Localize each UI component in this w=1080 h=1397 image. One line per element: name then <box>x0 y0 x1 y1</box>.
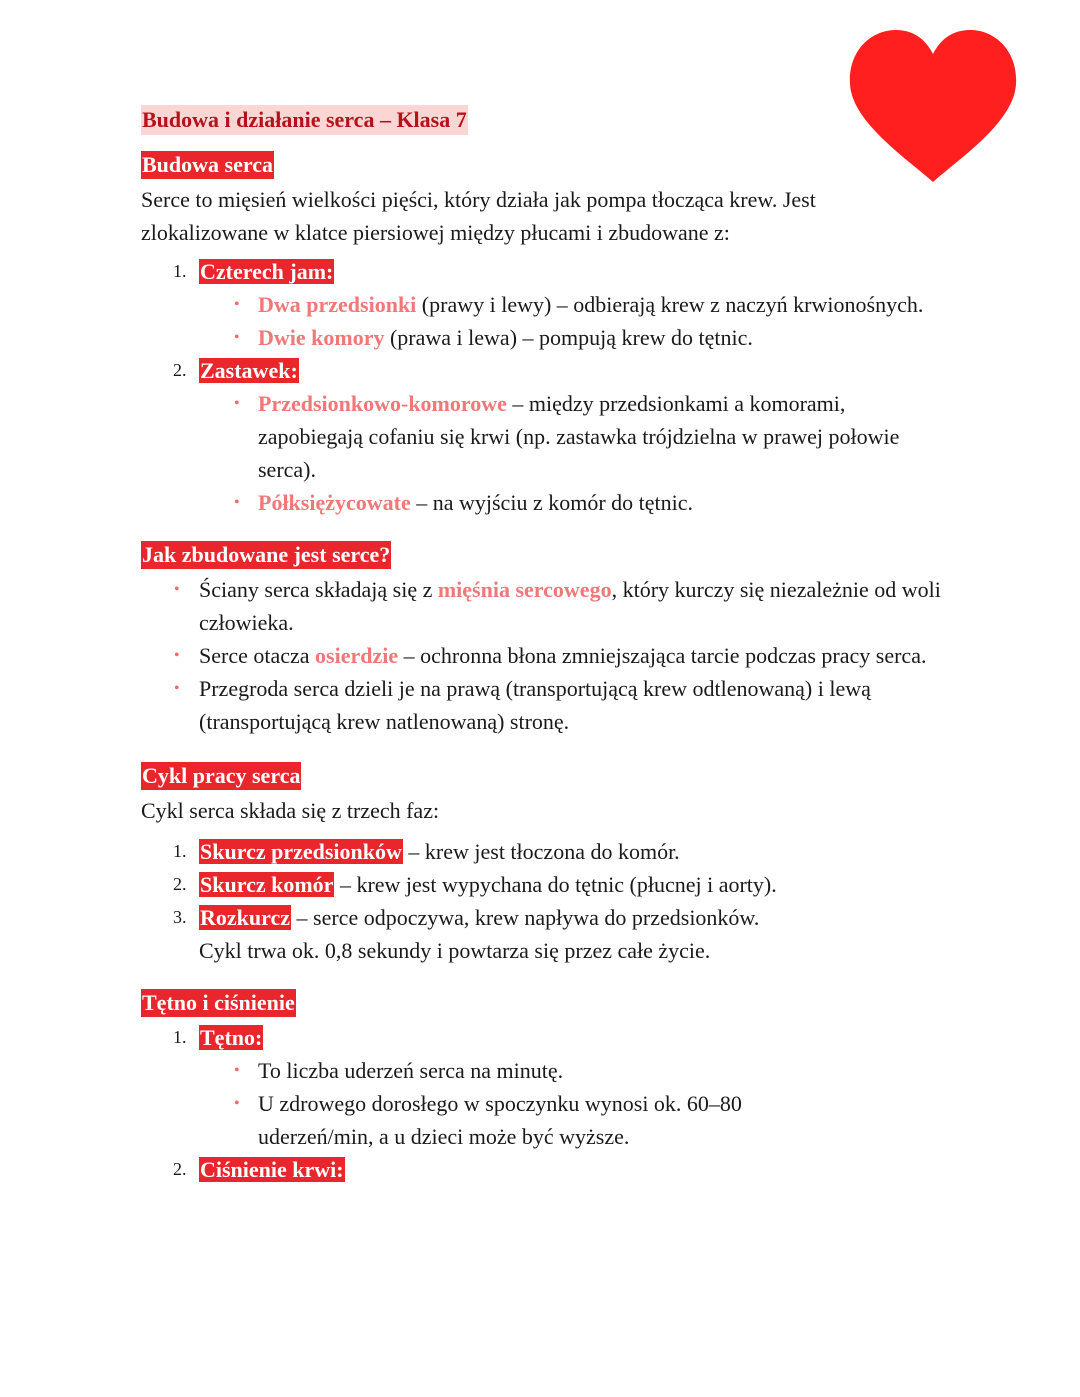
term: osierdzie <box>315 643 399 668</box>
bullet-item <box>141 321 941 354</box>
bullet-icon: • <box>234 296 240 313</box>
bullet-list <box>199 288 941 354</box>
bullet-text: – ochronna błona zmniejszająca tarcie podczas pracy serca. <box>398 643 927 668</box>
bullet-item <box>141 639 941 672</box>
section-heading: Jak zbudowane jest serce? <box>142 542 391 567</box>
bullet-text: – na wyjściu z komór do tętnic. <box>410 490 694 515</box>
document-body <box>141 105 941 1186</box>
list-item <box>141 835 941 868</box>
list-number: 2. <box>173 874 187 894</box>
bullet-icon: • <box>234 395 240 412</box>
bullet-list <box>199 1054 941 1153</box>
cycle-note: Cykl trwa ok. 0,8 sekundy i powtarza się przez całe życie. <box>199 938 711 963</box>
numbered-list <box>141 835 941 934</box>
bullet-icon: • <box>174 647 180 664</box>
list-number: 1. <box>173 1027 187 1047</box>
section-heading: Tętno i ciśnienie <box>142 990 295 1015</box>
section-intro: Serce to mięsień wielkości pięści, który działa jak pompa tłocząca krew. Jest zlokalizowane w klatce piersiowej między płucami i zbudowane z: <box>141 187 816 245</box>
page-title-row <box>141 105 941 135</box>
section-jak <box>141 541 941 738</box>
highlight-label: Rozkurcz <box>200 905 291 930</box>
list-number: 2. <box>173 360 187 380</box>
item-text: – serce odpoczywa, krew napływa do przedsionków. <box>291 905 760 930</box>
highlight-label: Skurcz komór <box>200 872 334 897</box>
bullet-item <box>141 486 941 519</box>
list-number: 1. <box>173 261 187 281</box>
term: Dwie komory <box>258 325 385 350</box>
bullet-text: To liczba uderzeń serca na minutę. <box>258 1058 564 1083</box>
list-number: 1. <box>173 841 187 861</box>
numbered-list <box>141 1021 941 1186</box>
bullet-text: , który kurczy się niezależnie od woli człowieka. <box>199 577 941 635</box>
list-item <box>141 901 941 934</box>
list-number: 2. <box>173 1159 187 1179</box>
bullet-text: Ściany serca składają się z <box>199 577 438 602</box>
list-item <box>141 868 941 901</box>
bullet-icon: • <box>234 1095 240 1112</box>
highlight-label: Zastawek: <box>200 358 298 383</box>
item-text: – krew jest tłoczona do komór. <box>402 839 680 864</box>
bullet-item <box>141 387 941 486</box>
bullet-text: (prawy i lewy) – odbierają krew z naczyń krwionośnych. <box>416 292 924 317</box>
highlight-label: Ciśnienie krwi: <box>200 1157 344 1182</box>
term: Półksiężycowate <box>258 490 411 515</box>
bullet-text: U zdrowego dorosłego w spoczynku wynosi ok. 60–80 uderzeń/min, a u dzieci może być wyższe. <box>258 1091 742 1149</box>
list-number: 3. <box>173 907 187 927</box>
highlight-label: Czterech jam: <box>200 259 334 284</box>
bullet-item <box>141 573 941 639</box>
bullet-item <box>141 672 941 738</box>
list-item <box>141 1153 941 1186</box>
list-item <box>141 1021 941 1153</box>
bullet-icon: • <box>234 494 240 511</box>
list-item <box>141 354 941 519</box>
bullet-list <box>141 573 941 738</box>
bullet-icon: • <box>234 1062 240 1079</box>
bullet-text: Serce otacza <box>199 643 316 668</box>
section-heading: Budowa serca <box>142 152 273 177</box>
section-intro: Cykl serca składa się z trzech faz: <box>141 798 440 823</box>
numbered-list <box>141 255 941 519</box>
bullet-item <box>141 288 941 321</box>
bullet-icon: • <box>174 581 180 598</box>
bullet-text: Przegroda serca dzieli je na prawą (transportującą krew odtlenowaną) i lewą (transportującą krew natlenowaną) stronę. <box>199 676 871 734</box>
section-tetno <box>141 989 941 1186</box>
term: mięśnia sercowego <box>437 577 612 602</box>
section-budowa <box>141 151 941 519</box>
term: Przedsionkowo-komorowe <box>258 391 507 416</box>
bullet-icon: • <box>234 329 240 346</box>
term: Dwa przedsionki <box>258 292 417 317</box>
bullet-text: (prawa i lewa) – pompują krew do tętnic. <box>384 325 753 350</box>
highlight-label: Tętno: <box>200 1025 263 1050</box>
bullet-item <box>141 1087 818 1153</box>
section-cykl <box>141 762 941 967</box>
bullet-text: – między przedsionkami a komorami, zapobiegają cofaniu się krwi (np. zastawka trójdzielna w prawej połowie serca). <box>258 391 900 482</box>
bullet-list <box>199 387 941 519</box>
page-title: Budowa i działanie serca – Klasa 7 <box>141 105 468 135</box>
list-item <box>141 255 941 354</box>
bullet-icon: • <box>174 680 180 697</box>
highlight-label: Skurcz przedsionków <box>200 839 402 864</box>
section-heading: Cykl pracy serca <box>142 763 301 788</box>
item-text: – krew jest wypychana do tętnic (płucnej i aorty). <box>334 872 777 897</box>
bullet-item <box>141 1054 941 1087</box>
